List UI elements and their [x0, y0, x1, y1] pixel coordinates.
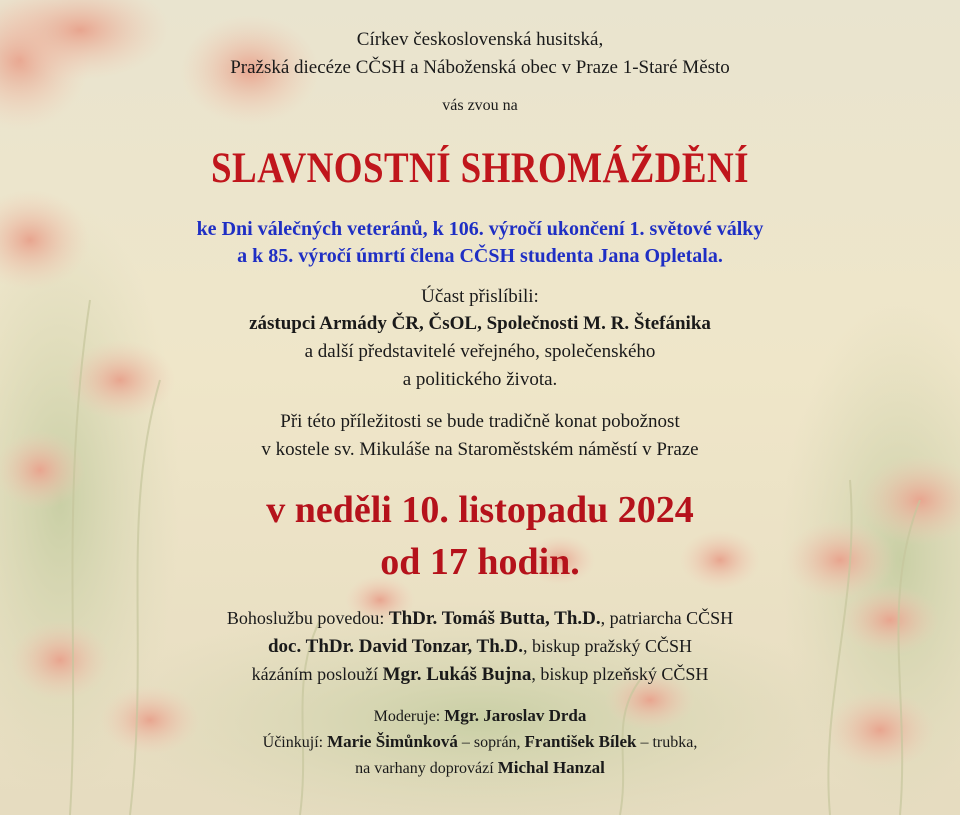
sermon-name: Mgr. Lukáš Bujna [382, 664, 532, 685]
clergy-line-1 [0, 606, 960, 631]
moderator-line [0, 705, 960, 728]
sermon-role: , biskup plzeňský CČSH [531, 664, 709, 684]
event-title: SLAVNOSTNÍ SHROMÁŽDĚNÍ [211, 145, 749, 192]
clergy-second-role: , biskup pražský CČSH [523, 636, 693, 656]
service-line-2: v kostele sv. Mikuláše na Staroměstském náměstí v Praze [261, 439, 699, 460]
attendance-intro: Účast přislíbili: [421, 286, 539, 307]
occasion-line-2: a k 85. výročí úmrtí člena CČSH studenta Jana Opletala. [237, 245, 723, 267]
attendance-others-1: a další představitelé veřejného, společenského [304, 341, 656, 362]
service-line-1: Při této příležitosti se bude tradičně konat pobožnost [280, 411, 680, 432]
event-date: v neděli 10. listopadu 2024 [266, 489, 694, 531]
clergy-lead-label: Bohoslužbu povedou: [226, 608, 385, 628]
clergy-second-name: doc. ThDr. David Tonzar, Th.D. [267, 636, 523, 657]
performer-1-role: – soprán, [457, 734, 525, 751]
moderator-label: Moderuje: [373, 708, 441, 725]
performers-line [0, 731, 960, 754]
clergy-line-3 [0, 662, 960, 687]
organ-label: na varhany doprovází [355, 760, 494, 777]
clergy-line-2 [0, 634, 960, 659]
clergy-lead-role: , patriarcha CČSH [600, 608, 734, 628]
organizer-line-2: Pražská diecéze CČSH a Náboženská obec v Praze 1-Staré Město [230, 57, 730, 78]
attendance-guests: zástupci Armády ČR, ČsOL, Společnosti M. R. Štefánika [249, 313, 711, 334]
event-time: od 17 hodin. [380, 541, 580, 583]
invite-text: vás zvou na [442, 97, 518, 114]
performers-label: Účinkují: [262, 734, 324, 751]
performer-1-name: Marie Šimůnková [327, 732, 458, 751]
organ-line [0, 757, 960, 780]
organizer-line-1: Církev československá husitská, [356, 29, 604, 50]
moderator-name: Mgr. Jaroslav Drda [444, 706, 587, 725]
attendance-others-2: a politického života. [402, 369, 558, 390]
organ-name: Michal Hanzal [497, 758, 605, 777]
sermon-label: kázáním poslouží [251, 664, 379, 684]
clergy-lead-name: ThDr. Tomáš Butta, Th.D. [388, 608, 601, 629]
performer-2-name: František Bílek [524, 732, 637, 751]
occasion-line-1: ke Dni válečných veteránů, k 106. výročí ukončení 1. světové války [196, 218, 764, 240]
performer-2-role: – trubka, [636, 734, 698, 751]
